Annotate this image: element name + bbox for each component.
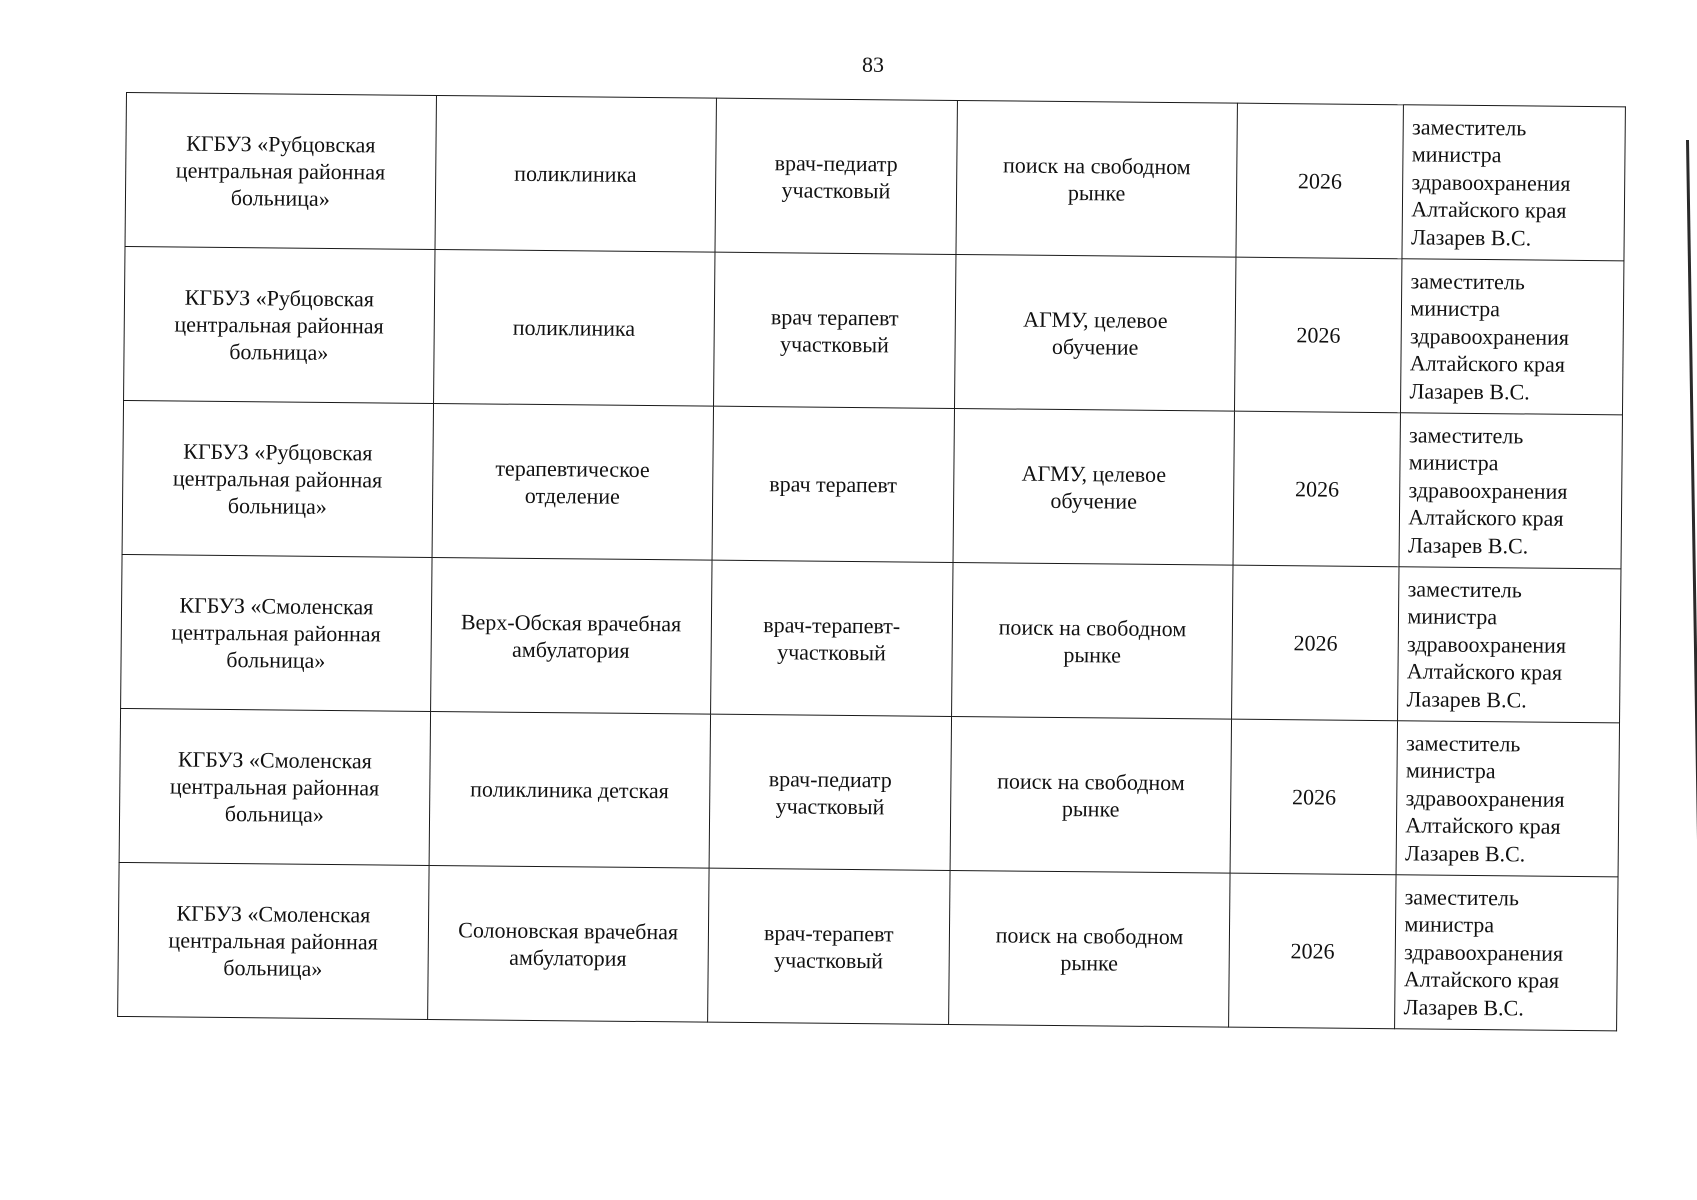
staffing-table <box>117 92 1626 1031</box>
page-number: 83 <box>862 52 884 77</box>
cell-year: 2026 <box>1230 719 1398 875</box>
cell-source: поиск на свободном рынке <box>956 100 1238 257</box>
cell-year: 2026 <box>1236 103 1404 259</box>
table-row <box>125 93 1625 261</box>
cell-responsible: заместитель министра здравоохранения Алтайского края Лазарев В.С. <box>1401 259 1624 415</box>
cell-unit: поликлиника детская <box>429 711 711 868</box>
table-row <box>119 708 1619 876</box>
cell-unit: поликлиника <box>435 95 717 252</box>
cell-year: 2026 <box>1232 565 1400 721</box>
cell-organization: КГБУЗ «Рубцовская центральная районная больница» <box>125 93 436 250</box>
cell-position: врач-терапевт- участковый <box>710 560 953 716</box>
cell-organization: КГБУЗ «Смоленская центральная районная больница» <box>118 862 429 1019</box>
cell-source: поиск на свободном рынке <box>950 716 1232 873</box>
cell-unit: поликлиника <box>433 249 715 406</box>
cell-organization: КГБУЗ «Смоленская центральная районная больница» <box>121 554 432 711</box>
cell-position: врач терапевт участковый <box>713 252 956 408</box>
cell-unit: Солоновская врачебная амбулатория <box>427 865 709 1022</box>
cell-source: поиск на свободном рынке <box>949 870 1231 1027</box>
cell-year: 2026 <box>1235 257 1403 413</box>
cell-organization: КГБУЗ «Рубцовская центральная районная больница» <box>124 246 435 403</box>
cell-source: поиск на свободном рынке <box>951 562 1233 719</box>
cell-unit: терапевтическое отделение <box>432 403 714 560</box>
cell-year: 2026 <box>1233 411 1401 567</box>
cell-organization: КГБУЗ «Смоленская центральная районная больница» <box>119 708 430 865</box>
cell-year: 2026 <box>1229 873 1397 1029</box>
cell-responsible: заместитель министра здравоохранения Алтайского края Лазарев В.С. <box>1398 567 1621 723</box>
cell-position: врач-терапевт участковый <box>707 868 950 1024</box>
cell-responsible: заместитель министра здравоохранения Алтайского края Лазарев В.С. <box>1396 721 1619 877</box>
cell-position: врач терапевт <box>712 406 955 562</box>
cell-responsible: заместитель министра здравоохранения Алтайского края Лазарев В.С. <box>1402 105 1625 261</box>
cell-source: АГМУ, целевое обучение <box>953 408 1235 565</box>
cell-source: АГМУ, целевое обучение <box>954 254 1236 411</box>
scan-edge-line <box>1686 140 1697 1200</box>
table-body <box>118 93 1626 1031</box>
staffing-table-container <box>117 92 1626 1031</box>
cell-position: врач-педиатр участковый <box>715 98 958 254</box>
table-row <box>118 862 1618 1030</box>
cell-organization: КГБУЗ «Рубцовская центральная районная больница» <box>122 400 433 557</box>
table-row <box>124 246 1624 414</box>
cell-responsible: заместитель министра здравоохранения Алтайского края Лазарев В.С. <box>1399 413 1622 569</box>
cell-responsible: заместитель министра здравоохранения Алтайского края Лазарев В.С. <box>1395 875 1618 1031</box>
table-row <box>122 400 1622 568</box>
cell-unit: Верх-Обская врачебная амбулатория <box>430 557 712 714</box>
cell-position: врач-педиатр участковый <box>709 714 952 870</box>
table-row <box>121 554 1621 722</box>
